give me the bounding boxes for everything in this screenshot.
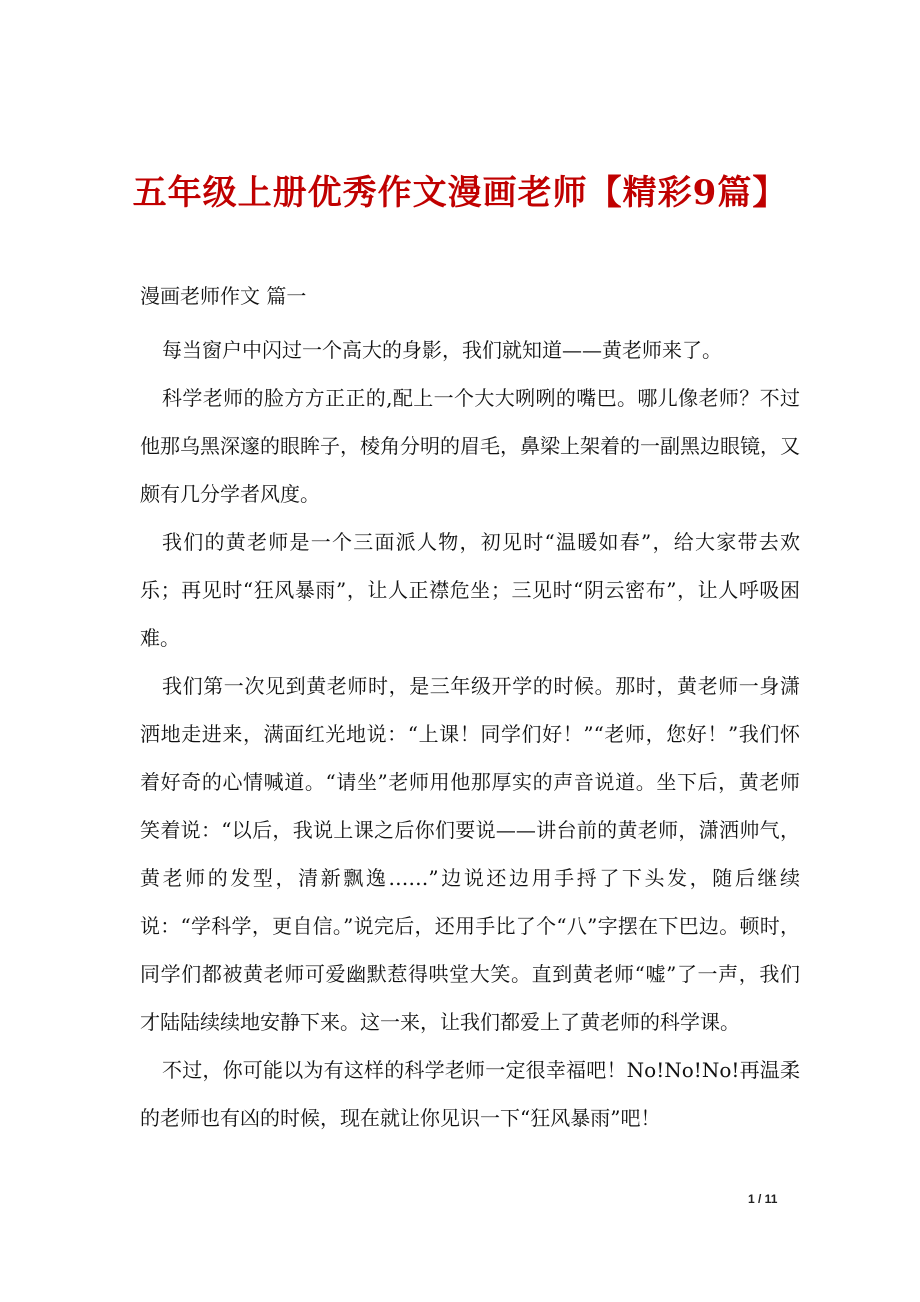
paragraph: 每当窗户中闪过一个高大的身影，我们就知道——黄老师来了。 [162, 338, 722, 362]
section-heading: 漫画老师作文 篇一 [140, 284, 307, 308]
paragraph: 我们的黄老师是一个三面派人物，初见时“温暖如春”，给大家带去欢乐；再见时“狂风暴雨”，让人正襟危坐；三见时“阴云密布”，让人呼吸困难。 [140, 530, 800, 650]
document-title: 五年级上册优秀作文漫画老师【精彩9篇】 [132, 172, 788, 213]
paragraph: 我们第一次见到黄老师时，是三年级开学的时候。那时，黄老师一身潇洒地走进来，满面红光地说：“上课！同学们好！”“老师，您好！”我们怀着好奇的心情喊道。“请坐”老师用他那厚实的声音说道。坐下后，黄老师笑着说：“以后，我说上课之后你们要说——讲台前的黄老师，潇洒帅气，黄老师的发型，清新飘逸……”边说还边用手捋了下头发，随后继续说：“学科学，更自信。”说完后，还用手比了个“八”字摆在下巴边。顿时，同学们都被黄老师可爱幽默惹得哄堂大笑。直到黄老师“嘘”了一声，我们才陆陆续续地安静下来。这一来，让我们都爱上了黄老师的科学课。 [140, 674, 800, 1034]
document-body [140, 282, 800, 1142]
paragraph: 不过，你可能以为有这样的科学老师一定很幸福吧！No!No!No!再温柔的老师也有凶的时候，现在就让你见识一下“狂风暴雨”吧！ [140, 1058, 800, 1130]
page-number: 1 / 11 [748, 1192, 778, 1206]
paragraph: 科学老师的脸方方正正的,配上一个大大咧咧的嘴巴。哪儿像老师？不过他那乌黑深邃的眼眸子，棱角分明的眉毛，鼻梁上架着的一副黑边眼镜，又颇有几分学者风度。 [140, 386, 800, 506]
